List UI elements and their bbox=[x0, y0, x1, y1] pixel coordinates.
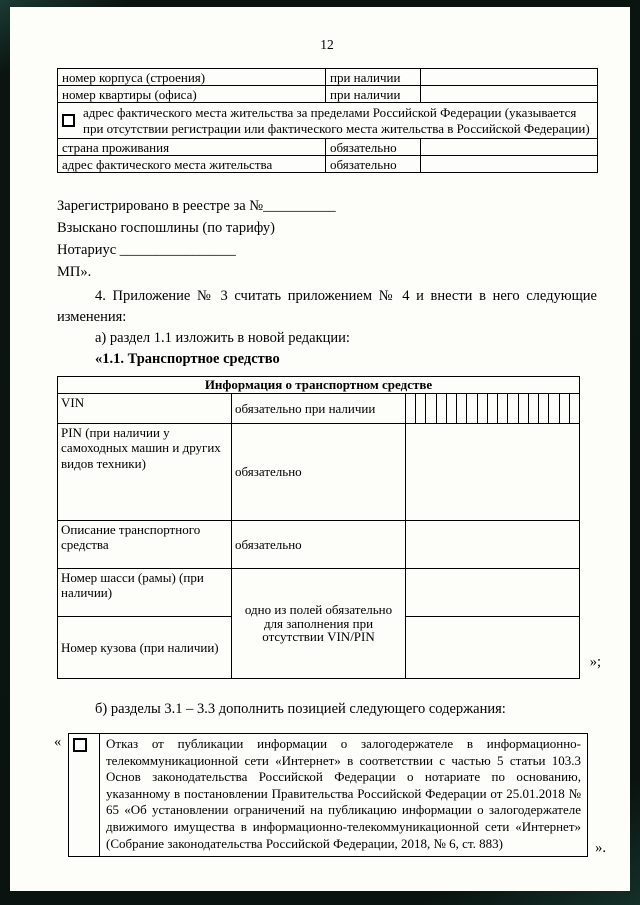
field-requirement: обязательно при наличии bbox=[232, 394, 406, 424]
vin-char-cell[interactable] bbox=[497, 394, 507, 423]
table-row bbox=[58, 424, 580, 521]
refusal-text: Отказ от публикации информации о залогодержателе в информационно-телекоммуникационной сети «Интернет» в соответствии с частью 5 статьи 103.3 Основ законодательства Российской Федерации о нотариате по основанию, указанному в постановлении Правительства Российской Федерации от 25.01.2018 № 65 «Об установлении ограничений на публикацию информации о залогодержателе движимого имущества в информационно-телекоммуникационной сети «Интернет» (Собрание законодательства Российской Федерации, 2018, № 6, ст. 883) bbox=[100, 734, 588, 857]
vin-char-cell[interactable] bbox=[518, 394, 528, 423]
field-value-cell[interactable] bbox=[421, 156, 598, 173]
refusal-table bbox=[68, 733, 588, 857]
table-title: Информация о транспортном средстве bbox=[58, 377, 580, 394]
table-row bbox=[58, 86, 598, 103]
registry-line: МП». bbox=[57, 264, 92, 280]
table-header-row bbox=[58, 377, 580, 394]
field-label: номер квартиры (офиса) bbox=[58, 86, 326, 103]
vin-char-cell[interactable] bbox=[538, 394, 548, 423]
foreign-address-checkbox[interactable] bbox=[62, 114, 75, 127]
vin-char-cell[interactable] bbox=[569, 394, 579, 423]
vin-char-cell[interactable] bbox=[466, 394, 476, 423]
field-value-cell[interactable] bbox=[406, 617, 580, 679]
table-row bbox=[58, 103, 598, 139]
checkbox-label: адрес фактического места жительства за пределами Российской Федерации (указывается при отсутствии регистрации или фактического места жительства в Российской Федерации) bbox=[83, 105, 590, 136]
amendment-item-4: 4. Приложение № 3 считать приложением № 4 и внести в него следующие изменения: bbox=[57, 288, 597, 325]
vin-value-cell bbox=[406, 394, 580, 424]
vin-char-cell[interactable] bbox=[487, 394, 497, 423]
vin-char-cell[interactable] bbox=[425, 394, 435, 423]
field-value-cell[interactable] bbox=[406, 521, 580, 569]
vin-char-cell[interactable] bbox=[415, 394, 425, 423]
field-requirement: обязательно bbox=[326, 139, 421, 156]
amendment-item-b: б) разделы 3.1 – 3.3 дополнить позицией следующего содержания: bbox=[95, 701, 506, 717]
document-page bbox=[10, 7, 630, 891]
field-label: Номер шасси (рамы) (при наличии) bbox=[58, 569, 232, 617]
field-label: адрес фактического места жительства bbox=[58, 156, 326, 173]
closing-quote-mark: ». bbox=[595, 840, 606, 857]
field-label: Номер кузова (при наличии) bbox=[58, 617, 232, 679]
table-row bbox=[58, 521, 580, 569]
field-value-cell[interactable] bbox=[406, 569, 580, 617]
field-value-cell[interactable] bbox=[406, 424, 580, 521]
registry-line: Зарегистрировано в реестре за №__________ bbox=[57, 198, 336, 214]
address-details-table bbox=[57, 68, 598, 173]
refusal-checkbox[interactable] bbox=[73, 738, 87, 752]
field-requirement: при наличии bbox=[326, 86, 421, 103]
field-requirement: при наличии bbox=[326, 69, 421, 86]
vin-char-cell[interactable] bbox=[436, 394, 446, 423]
field-value-cell[interactable] bbox=[421, 86, 598, 103]
vin-char-cell[interactable] bbox=[548, 394, 558, 423]
opening-quote-mark: « bbox=[54, 734, 62, 750]
closing-quote-mark: »; bbox=[589, 654, 601, 670]
vin-char-cell[interactable] bbox=[406, 394, 415, 423]
vin-char-cell[interactable] bbox=[446, 394, 456, 423]
table-row bbox=[69, 734, 588, 857]
field-requirement: обязательно bbox=[232, 424, 406, 521]
field-value-cell[interactable] bbox=[421, 69, 598, 86]
vehicle-table-wrapper bbox=[57, 376, 601, 679]
vin-char-cell[interactable] bbox=[477, 394, 487, 423]
field-value-cell[interactable] bbox=[421, 139, 598, 156]
vin-char-cell[interactable] bbox=[456, 394, 466, 423]
refusal-table-wrapper bbox=[54, 733, 606, 857]
vin-char-cell[interactable] bbox=[528, 394, 538, 423]
foreign-address-row bbox=[58, 103, 598, 139]
table-row bbox=[58, 569, 580, 617]
vehicle-info-table bbox=[57, 376, 580, 679]
page-number: 12 bbox=[320, 37, 334, 52]
field-label: номер корпуса (строения) bbox=[58, 69, 326, 86]
vin-char-cell[interactable] bbox=[507, 394, 517, 423]
registry-block bbox=[57, 195, 597, 283]
table-row bbox=[58, 394, 580, 424]
vin-cells bbox=[406, 394, 579, 423]
table-row bbox=[58, 156, 598, 173]
amendment-item-a: а) раздел 1.1 изложить в новой редакции: bbox=[95, 330, 350, 346]
vin-char-cell[interactable] bbox=[559, 394, 569, 423]
field-requirement: обязательно bbox=[232, 521, 406, 569]
field-requirement: одно из полей обязательно для заполнения при отсутствии VIN/PIN bbox=[232, 569, 406, 679]
field-label: Описание транспортного средства bbox=[58, 521, 232, 569]
field-label: VIN bbox=[58, 394, 232, 424]
section-heading: «1.1. Транспортное средство bbox=[95, 351, 280, 367]
field-label: страна проживания bbox=[58, 139, 326, 156]
field-label: PIN (при наличии у самоходных машин и других видов техники) bbox=[58, 424, 232, 521]
table-row bbox=[58, 69, 598, 86]
refusal-checkbox-cell bbox=[69, 734, 100, 857]
registry-line: Взыскано госпошлины (по тарифу) bbox=[57, 220, 275, 236]
registry-line: Нотариус ________________ bbox=[57, 242, 236, 258]
field-requirement: обязательно bbox=[326, 156, 421, 173]
table-row bbox=[58, 139, 598, 156]
